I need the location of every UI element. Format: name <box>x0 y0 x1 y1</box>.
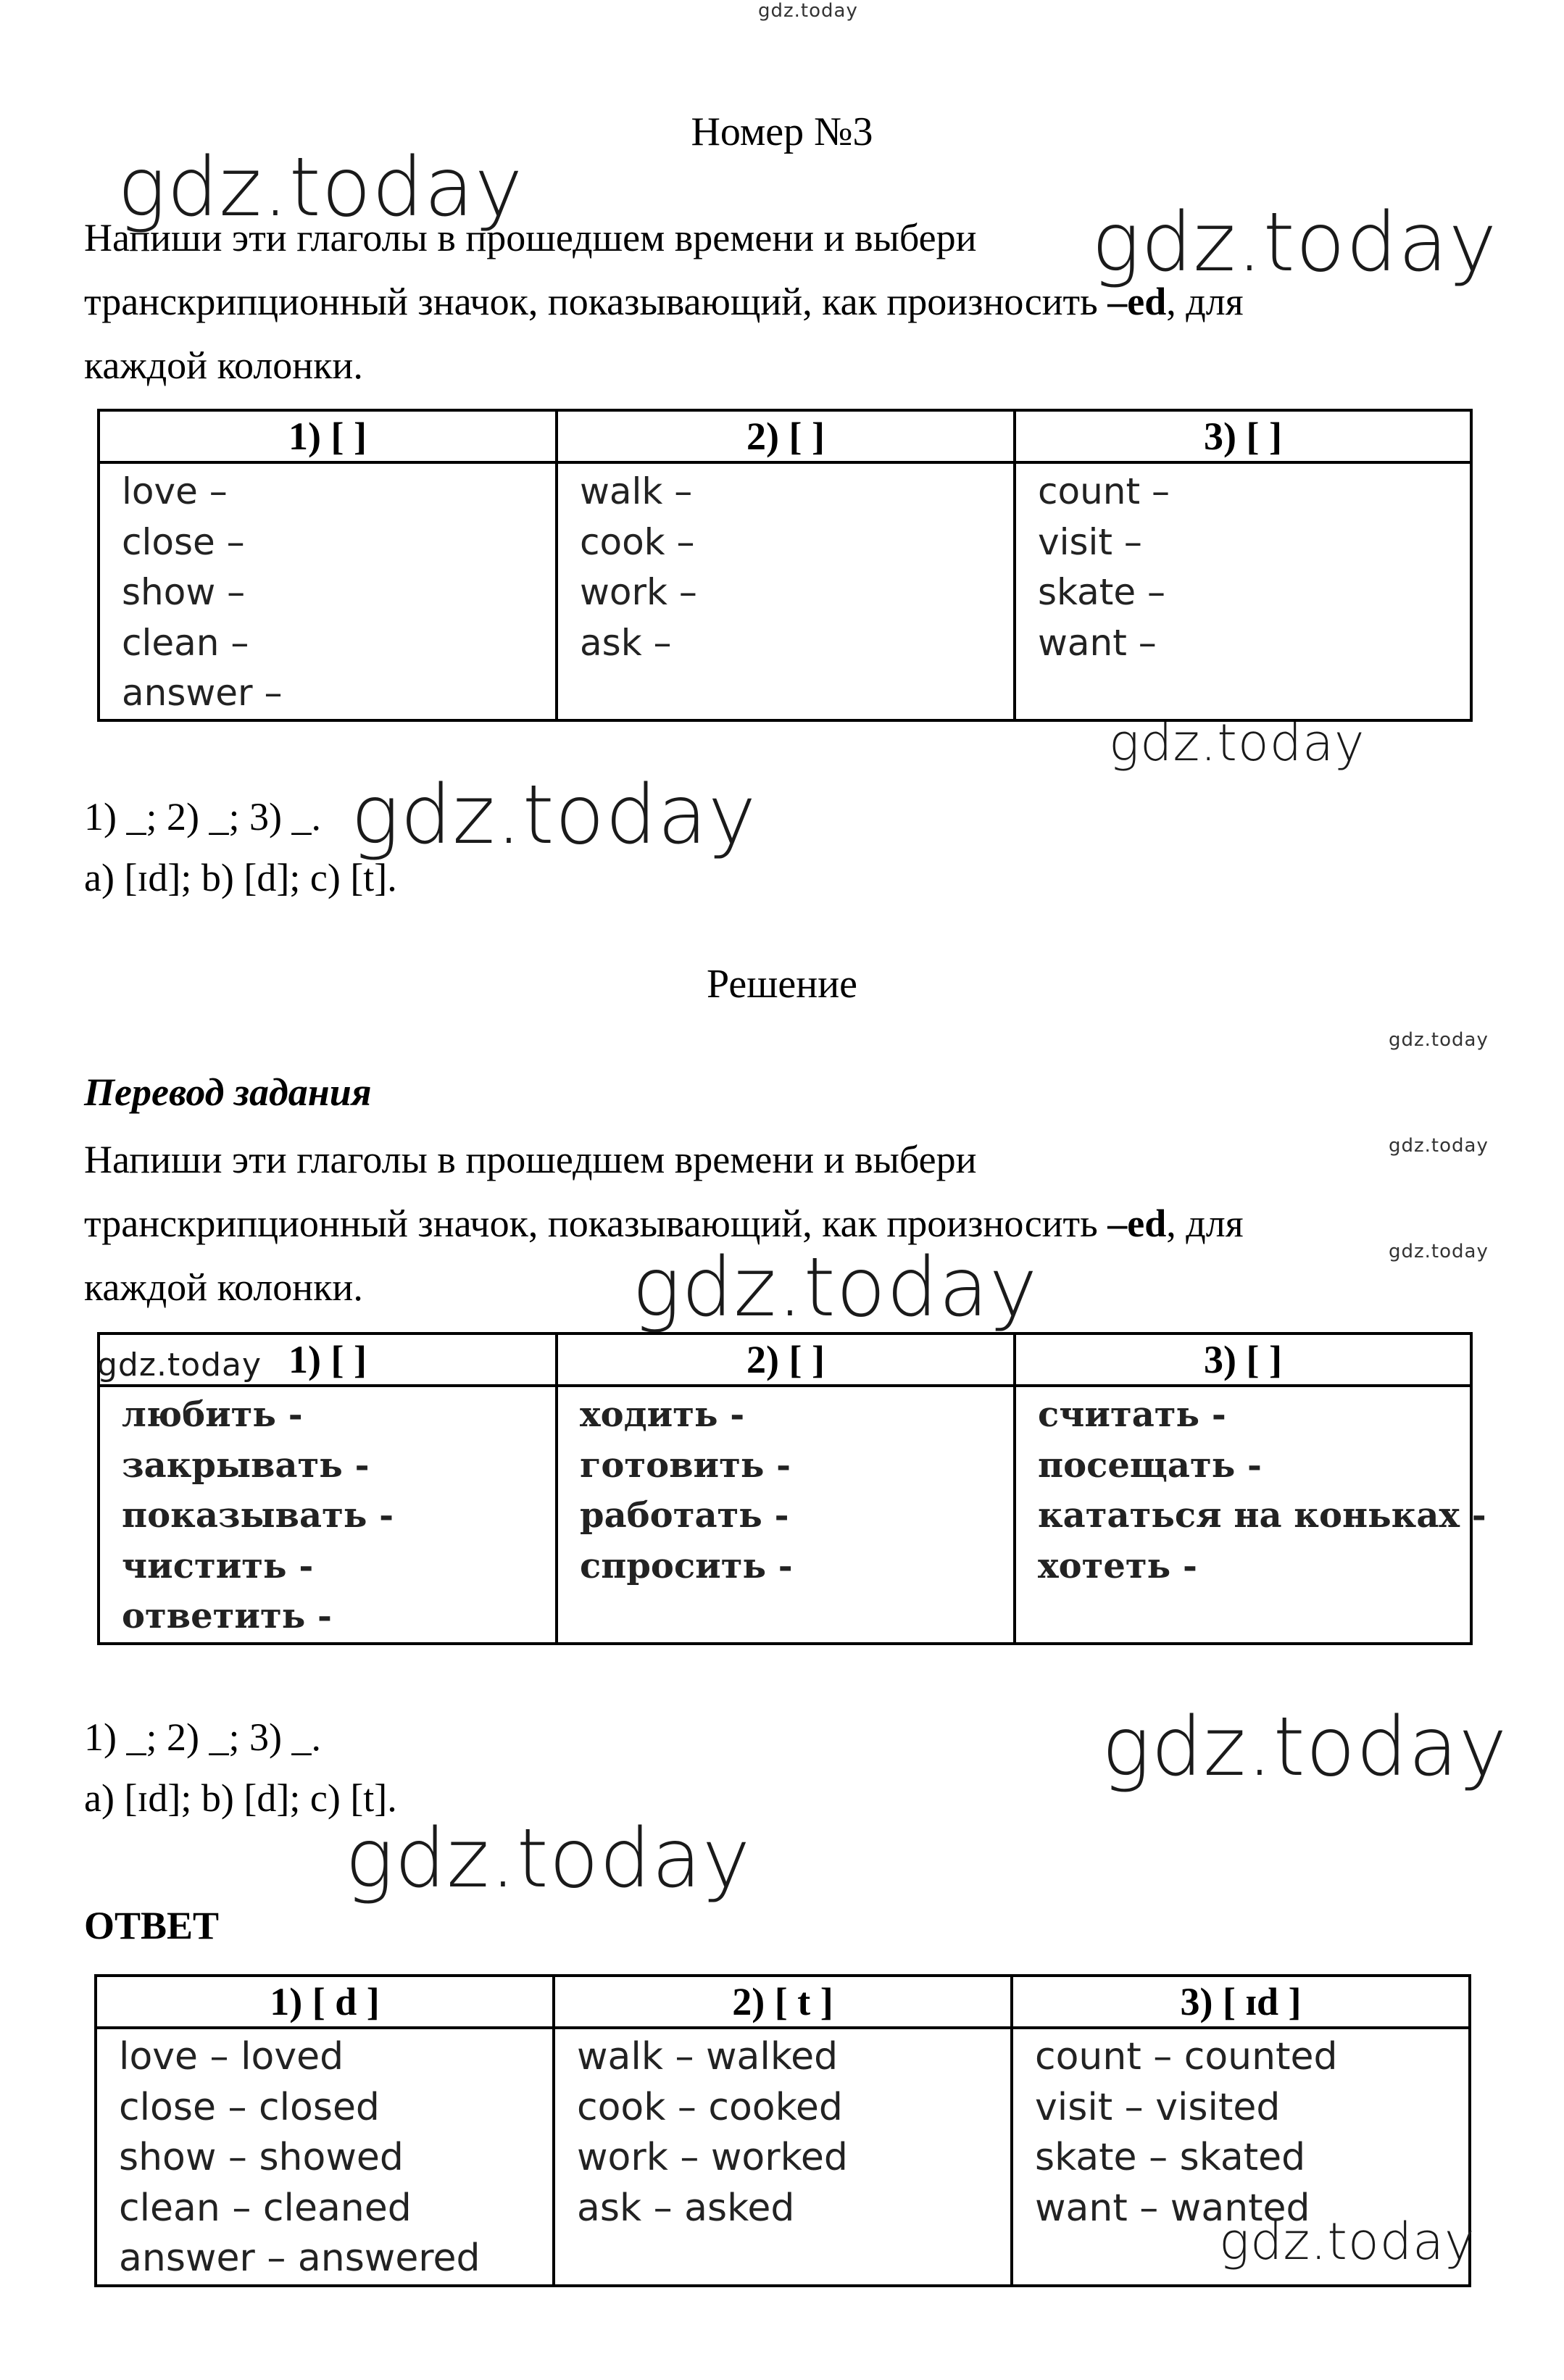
table-cell <box>96 2028 554 2286</box>
verb: закрывать - <box>122 1444 370 1486</box>
task-text-part: транскрипционный значок, показывающий, как произносить <box>84 1202 1108 1245</box>
task-text-part: , для <box>1166 280 1244 323</box>
verb-pair: show – showed <box>119 2136 404 2179</box>
watermark: gdz.today <box>345 1812 752 1906</box>
answer-options: a) [ɪd]; b) [d]; c) [t]. <box>84 1776 397 1820</box>
table-cell <box>557 1386 1015 1644</box>
task-line: каждой колонки. <box>84 344 363 387</box>
task-line <box>84 1191 1476 1255</box>
exercise-table <box>97 409 1473 722</box>
watermark: gdz.today <box>1102 1700 1508 1794</box>
column-header: 3) [ ] <box>1015 1333 1471 1386</box>
table-cell <box>99 1386 557 1644</box>
task-line: Напиши эти глаголы в прошедшем времени и выбери <box>84 1138 977 1181</box>
task-line: Напиши эти глаголы в прошедшем времени и выбери <box>84 216 977 259</box>
verb: считать - <box>1038 1394 1226 1435</box>
watermark: gdz.today <box>351 768 757 862</box>
verb-pair: visit – visited <box>1035 2085 1281 2129</box>
ed-suffix: –ed <box>1107 1202 1167 1245</box>
exercise-title: Номер №3 <box>691 109 873 154</box>
verb-pair: close – closed <box>119 2085 380 2129</box>
verb-pair: clean – cleaned <box>119 2186 412 2230</box>
translation-text <box>84 1128 1476 1319</box>
verb: cook – <box>580 520 695 563</box>
verb: чистить - <box>122 1545 314 1586</box>
translation-table <box>97 1332 1486 1645</box>
column-header: 2) [ ] <box>557 1333 1015 1386</box>
watermark: gdz.today <box>1389 1241 1489 1262</box>
verb: walk – <box>580 470 693 512</box>
watermark: gdz.today <box>1389 1135 1489 1157</box>
column-header: 3) [ ] <box>1015 410 1471 462</box>
answer-options: a) [ɪd]; b) [d]; c) [t]. <box>84 856 397 899</box>
column-header: 2) [ ] <box>557 410 1015 462</box>
table-cell <box>1015 1386 1486 1644</box>
answer-heading: ОТВЕТ <box>84 1904 220 1947</box>
solution-title: Решение <box>706 962 858 1007</box>
verb: close – <box>122 520 245 563</box>
verb: love – <box>122 470 228 512</box>
verb: кататься на коньках - <box>1038 1495 1486 1536</box>
ed-suffix: –ed <box>1107 280 1167 323</box>
table-cell <box>99 462 557 720</box>
verb: хотеть - <box>1038 1545 1197 1586</box>
verb: visit – <box>1038 520 1142 563</box>
column-header: 2) [ t ] <box>554 1976 1012 2028</box>
watermark: gdz.today <box>1091 196 1498 290</box>
verb-pair: want – wanted <box>1035 2186 1310 2230</box>
column-header: 1) [ ] <box>99 410 557 462</box>
verb: answer – <box>122 672 283 714</box>
task-text-part: транскрипционный значок, показывающий, как произносить <box>84 280 1108 323</box>
watermark: gdz.today <box>1219 2212 1476 2271</box>
verb: clean – <box>122 621 249 664</box>
answer-blanks: 1) _; 2) _; 3) _. <box>84 1715 321 1759</box>
verb-pair: ask – asked <box>577 2186 795 2230</box>
verb: work – <box>580 571 697 613</box>
verb: ходить - <box>580 1394 745 1435</box>
verb-pair: work – worked <box>577 2136 848 2179</box>
translation-heading: Перевод задания <box>84 1070 372 1114</box>
column-header: 1) [ d ] <box>96 1976 554 2028</box>
watermark: gdz.today <box>632 1241 1039 1335</box>
verb-pair: love – loved <box>119 2035 344 2079</box>
verb: ask – <box>580 621 672 664</box>
verb: показывать - <box>122 1495 394 1536</box>
table-cell <box>1015 462 1471 720</box>
task-text-part: , для <box>1166 1202 1244 1245</box>
watermark: gdz.today <box>97 1347 262 1384</box>
table-cell <box>557 462 1015 720</box>
column-header: 3) [ ɪd ] <box>1012 1976 1470 2028</box>
answer-blanks: 1) _; 2) _; 3) _. <box>84 795 321 839</box>
task-line <box>84 270 1476 333</box>
task-text <box>84 206 1476 397</box>
verb: любить - <box>122 1394 303 1435</box>
verb-pair: skate – skated <box>1035 2136 1306 2179</box>
verb: count – <box>1038 470 1170 512</box>
table-cell <box>554 2028 1012 2286</box>
watermark: gdz.today <box>1389 1029 1489 1051</box>
verb-pair: walk – walked <box>577 2035 839 2079</box>
column-header: 1) [ ] <box>99 1333 557 1386</box>
task-line: каждой колонки. <box>84 1265 363 1309</box>
verb: skate – <box>1038 571 1166 613</box>
verb-pair: count – counted <box>1035 2035 1338 2079</box>
verb: спросить - <box>580 1545 793 1586</box>
verb: want – <box>1038 621 1157 664</box>
verb-pair: answer – answered <box>119 2237 481 2280</box>
watermark: gdz.today <box>1109 713 1365 773</box>
watermark: gdz.today <box>117 141 524 235</box>
verb: show – <box>122 571 246 613</box>
verb: работать - <box>580 1495 789 1536</box>
verb: посещать - <box>1038 1444 1262 1486</box>
watermark-top: gdz.today <box>758 0 858 22</box>
verb-pair: cook – cooked <box>577 2085 843 2129</box>
verb: готовить - <box>580 1444 791 1486</box>
verb: ответить - <box>122 1596 332 1636</box>
